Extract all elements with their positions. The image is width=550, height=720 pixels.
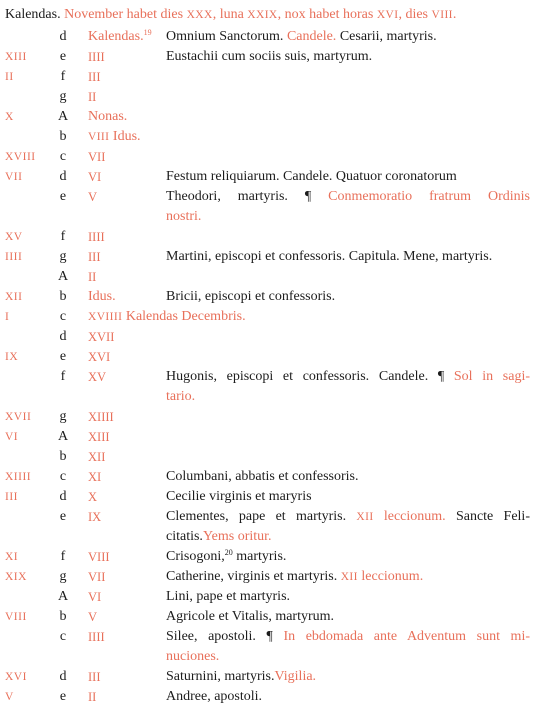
feast-text	[166, 227, 530, 247]
header-day-hours: VIII	[431, 9, 453, 21]
feast-line	[166, 207, 530, 227]
header-text: , nox habet horas	[277, 7, 377, 22]
golden-number: IIII	[5, 251, 23, 263]
roman-day: II	[88, 690, 97, 704]
footnote-mark: 20	[224, 548, 233, 557]
footnote-mark: 19	[143, 28, 152, 37]
feast-text	[166, 627, 530, 667]
feast-text	[166, 367, 530, 407]
dominical-letter: d	[59, 29, 67, 44]
golden-number: XV	[5, 231, 23, 243]
feast-text: Columbani, abbatis et confessoris.	[166, 469, 359, 484]
dominical-letter: d	[59, 169, 67, 184]
calendar-row	[0, 107, 550, 127]
calendar-row	[0, 247, 550, 267]
feast-text	[166, 567, 530, 587]
calendar-row	[0, 467, 550, 487]
feast-name: martyris.	[232, 549, 287, 564]
calendar-row	[0, 587, 550, 607]
month-header	[5, 5, 545, 25]
roman-day: III	[88, 670, 101, 684]
rubric: nuciones.	[166, 649, 220, 664]
feast-name: Cesarii, martyris.	[336, 29, 437, 44]
golden-number: II	[5, 71, 14, 83]
calendar-row	[0, 147, 550, 167]
roman-day: III	[88, 70, 101, 84]
roman-day: XI	[88, 470, 102, 484]
feast-line	[166, 387, 530, 407]
roman-day: V	[88, 190, 98, 204]
feast-text	[166, 87, 530, 107]
header-night-hours: XVI	[376, 9, 399, 21]
roman-numeral: XVIIII	[88, 311, 123, 323]
feast-name: Crisogoni,	[166, 549, 225, 564]
feast-line	[166, 647, 530, 667]
roman-day	[88, 307, 246, 327]
header-red-prefix: November habet dies	[64, 7, 187, 22]
feast-name: Silee, apostoli. ¶	[166, 629, 284, 644]
feast-line	[166, 627, 530, 647]
golden-number: XIX	[5, 571, 27, 583]
feast-text	[166, 67, 530, 87]
rubric: leccionum.	[373, 509, 446, 524]
dominical-letter: g	[59, 569, 67, 584]
feast-text	[166, 547, 530, 567]
feast-name: Hugonis, episcopi et confessoris. Candele. ¶	[166, 369, 454, 384]
feast-line	[166, 527, 530, 547]
dominical-letter: e	[59, 49, 67, 64]
rubric: tario.	[166, 389, 196, 404]
dominical-letter: A	[57, 109, 69, 124]
roman-day: XIIII	[88, 410, 114, 424]
dominical-letter: c	[59, 469, 67, 484]
rubric: Conmemoratio fratrum Ordinis	[328, 189, 530, 204]
feast-text: Andree, apostoli.	[166, 689, 263, 704]
roman-day: IIII	[88, 50, 105, 64]
rubric: nostri.	[166, 209, 202, 224]
roman-day: VI	[88, 590, 102, 604]
dominical-letter: e	[59, 189, 67, 204]
golden-number: XIII	[5, 51, 27, 63]
header-text: , dies	[398, 7, 432, 22]
golden-number: XIIII	[5, 471, 32, 483]
golden-number: III	[5, 491, 18, 503]
feast-text	[166, 507, 530, 547]
dominical-letter: b	[59, 609, 67, 624]
dominical-letter: f	[60, 229, 66, 244]
rubric: leccionum.	[357, 569, 424, 584]
golden-number: V	[5, 691, 14, 703]
feast-name: Sancte Feli-	[445, 509, 530, 524]
feast-text	[166, 107, 530, 127]
calendar-row	[0, 487, 550, 507]
dominical-letter: e	[59, 689, 67, 704]
feast-text	[166, 27, 530, 47]
calendar-row	[0, 607, 550, 627]
dominical-letter: A	[57, 589, 69, 604]
dominical-letter: g	[59, 249, 67, 264]
feast-text: Festum reliquiarum. Candele. Quatuor coronatorum	[166, 169, 457, 184]
dominical-letter: A	[57, 269, 69, 284]
feast-name: Saturnini, martyris.	[166, 669, 275, 684]
feast-text: Martini, episcopi et confessoris. Capitula. Mene, martyris.	[166, 249, 493, 264]
dominical-letter: g	[59, 409, 67, 424]
calendar-row	[0, 187, 550, 227]
dominical-letter: d	[59, 669, 67, 684]
feast-text	[166, 187, 530, 227]
golden-number: VI	[5, 431, 19, 443]
feast-text	[166, 147, 530, 167]
feast-text: Bricii, episcopi et confessoris.	[166, 289, 336, 304]
header-moon-count: XXIX	[247, 9, 278, 21]
dominical-letter: e	[59, 349, 67, 364]
feast-text	[166, 347, 530, 367]
header-days-count: XXX	[186, 9, 213, 21]
calendar-row	[0, 687, 550, 707]
feast-text: Lini, pape et martyris.	[166, 589, 291, 604]
calendar-row	[0, 547, 550, 567]
calendar-row	[0, 347, 550, 367]
roman-day: XVII	[88, 330, 115, 344]
calendar-row	[0, 567, 550, 587]
dominical-letter: f	[60, 549, 66, 564]
roman-day: Nonas.	[88, 109, 128, 124]
roman-day: III	[88, 250, 101, 264]
golden-number: XII	[5, 291, 23, 303]
golden-number: VII	[5, 171, 23, 183]
calendar-row	[0, 307, 550, 327]
dominical-letter: d	[59, 489, 67, 504]
roman-day: IX	[88, 510, 102, 524]
calendar-row	[0, 367, 550, 407]
header-text: .	[452, 7, 457, 22]
feast-name: Clementes, pape et martyris.	[166, 509, 357, 524]
roman-day: V	[88, 610, 98, 624]
calendar-table	[0, 27, 550, 707]
feast-name: Catherine, virginis et martyris.	[166, 569, 341, 584]
feast-name: citatis.	[166, 529, 203, 544]
calendar-row	[0, 267, 550, 287]
calendar-row	[0, 447, 550, 467]
dominical-letter: c	[59, 629, 67, 644]
calendar-row	[0, 127, 550, 147]
roman-day: XV	[88, 370, 107, 384]
feast-text: Cecilie virginis et maryris	[166, 489, 312, 504]
calendar-row	[0, 407, 550, 427]
calendar-row	[0, 627, 550, 667]
feast-line	[166, 367, 530, 387]
roman-day: X	[88, 490, 98, 504]
calendar-row	[0, 27, 550, 47]
feast-text	[166, 267, 530, 287]
calendar-row	[0, 327, 550, 347]
feast-text: Agricole et Vitalis, martyrum.	[166, 609, 335, 624]
rubric: In ebdomada ante Adventum sunt mi-	[283, 629, 530, 644]
roman-day: XIII	[88, 430, 110, 444]
golden-number: IX	[5, 351, 19, 363]
feast-text: Eustachii cum sociis suis, martyrum.	[166, 49, 373, 64]
dominical-letter: f	[60, 69, 66, 84]
roman-day-word: Kalendas Decembris.	[122, 309, 246, 324]
header-lead: Kalendas.	[5, 7, 61, 22]
dominical-letter: g	[59, 89, 67, 104]
calendar-row	[0, 427, 550, 447]
calendar-row	[0, 227, 550, 247]
roman-day: VII	[88, 570, 106, 584]
roman-day: VII	[88, 150, 106, 164]
dominical-letter: f	[60, 369, 66, 384]
feast-text	[166, 327, 530, 347]
dominical-letter: d	[59, 329, 67, 344]
roman-day: VIII	[88, 550, 110, 564]
rubric-numeral: XII	[340, 571, 358, 583]
feast-line	[166, 507, 530, 527]
rubric: Candele.	[286, 29, 337, 44]
calendar-row	[0, 287, 550, 307]
dominical-letter: c	[59, 309, 67, 324]
calendar-row	[0, 87, 550, 107]
golden-number: XVI	[5, 671, 27, 683]
calendar-row	[0, 67, 550, 87]
header-text: , luna	[212, 7, 248, 22]
roman-numeral: VIII	[88, 131, 110, 143]
roman-day: XVI	[88, 350, 111, 364]
roman-day: VI	[88, 170, 102, 184]
golden-number: I	[5, 311, 10, 323]
dominical-letter: c	[59, 149, 67, 164]
feast-text	[166, 127, 530, 147]
golden-number: XVII	[5, 411, 32, 423]
feast-name: Omnium Sanctorum.	[166, 29, 287, 44]
rubric: Yems oritur.	[202, 529, 272, 544]
golden-number: X	[5, 111, 14, 123]
feast-text	[166, 447, 530, 467]
roman-day: II	[88, 270, 97, 284]
feast-text	[166, 427, 530, 447]
calendar-row	[0, 167, 550, 187]
dominical-letter: b	[59, 449, 67, 464]
rubric: Vigilia.	[274, 669, 317, 684]
golden-number: XVIII	[5, 151, 36, 163]
roman-day: IIII	[88, 630, 105, 644]
calendar-row	[0, 507, 550, 547]
roman-day: XII	[88, 450, 106, 464]
dominical-letter: A	[57, 429, 69, 444]
dominical-letter: b	[59, 289, 67, 304]
rubric: Sol in sagi-	[453, 369, 530, 384]
roman-day: IIII	[88, 230, 105, 244]
golden-number: VIII	[5, 611, 27, 623]
roman-day: Idus.	[88, 289, 116, 304]
roman-day	[88, 127, 141, 147]
feast-name: Theodori, martyris. ¶	[166, 189, 329, 204]
calendar-row	[0, 47, 550, 67]
dominical-letter: e	[59, 509, 67, 524]
roman-day-text: Kalendas.	[88, 29, 144, 44]
feast-line	[166, 187, 530, 207]
feast-text	[166, 667, 530, 687]
roman-day-word: Idus.	[109, 129, 141, 144]
golden-number: XI	[5, 551, 19, 563]
feast-text	[166, 407, 530, 427]
calendar-row	[0, 667, 550, 687]
roman-day: II	[88, 90, 97, 104]
dominical-letter: b	[59, 129, 67, 144]
rubric-numeral: XII	[356, 511, 374, 523]
roman-day	[88, 27, 152, 47]
